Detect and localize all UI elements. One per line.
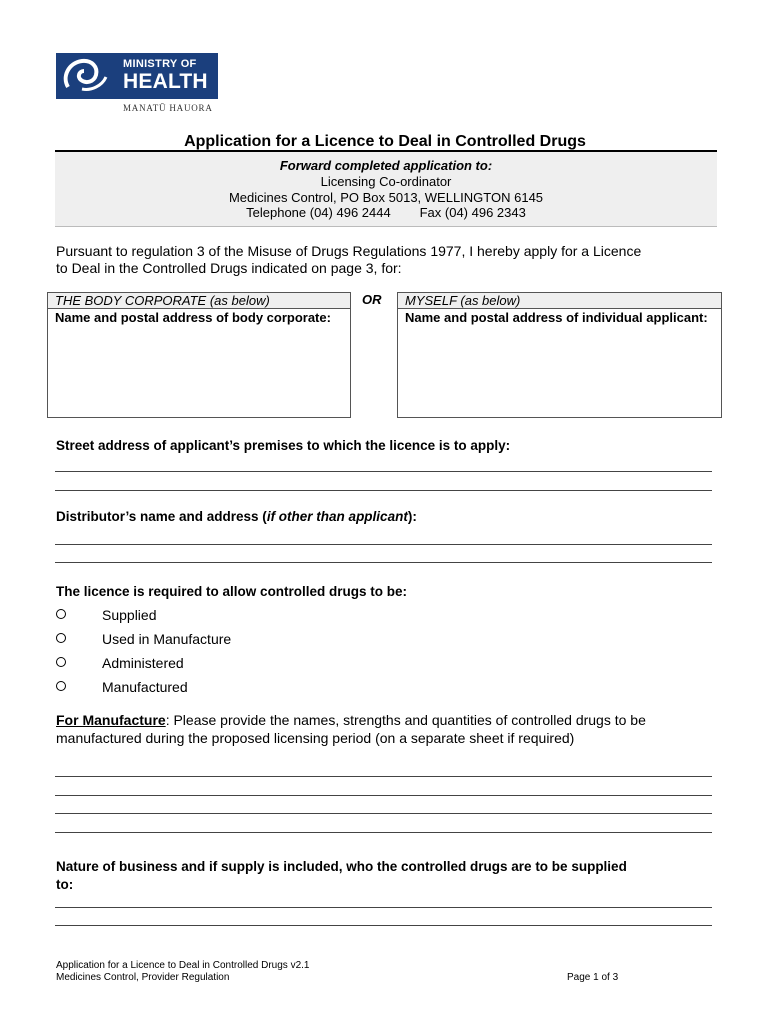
logo-text-health: HEALTH <box>123 70 208 93</box>
for-manufacture-label: For Manufacture <box>56 712 166 728</box>
forward-contact: Telephone (04) 496 2444 Fax (04) 496 2343 <box>246 205 526 220</box>
street-address-line-1[interactable] <box>55 471 712 472</box>
licence-required-label: The licence is required to allow controlled drugs to be: <box>56 584 408 599</box>
distributor-line-2[interactable] <box>55 562 712 563</box>
forward-address: Medicines Control, PO Box 5013, WELLINGTON 6145 <box>228 190 544 205</box>
nature-of-business-line-2[interactable] <box>55 925 712 926</box>
supplied-option-label: Supplied <box>102 607 157 623</box>
distributor-label <box>56 509 417 524</box>
distributor-label-start: Distributor’s name and address ( <box>56 509 267 524</box>
forward-heading: Forward completed application to: <box>279 158 493 173</box>
administered-radio[interactable] <box>56 657 66 667</box>
street-address-line-2[interactable] <box>55 490 712 491</box>
manufactured-radio[interactable] <box>56 681 66 691</box>
logo-text-ministry: MINISTRY OF <box>123 58 197 70</box>
myself-label: Name and postal address of individual applicant: <box>405 310 708 325</box>
logo-subtitle: MANATŪ HAUORA <box>123 103 213 113</box>
nature-of-business-line-1[interactable] <box>55 907 712 908</box>
body-corporate-label: Name and postal address of body corporate: <box>55 310 331 325</box>
distributor-label-end: ): <box>407 509 417 524</box>
manufacture-line-3[interactable] <box>55 813 712 814</box>
supplied-radio[interactable] <box>56 609 66 619</box>
body-corporate-box[interactable] <box>47 292 351 418</box>
koru-logo-icon <box>58 55 116 97</box>
intro-line-1: Pursuant to regulation 3 of the Misuse of Drugs Regulations 1977, I hereby apply for a Licence <box>56 243 642 259</box>
manufacture-line-2[interactable] <box>55 795 712 796</box>
individual-applicant-box[interactable] <box>397 292 722 418</box>
street-address-label: Street address of applicant’s premises to which the licence is to apply: <box>56 438 511 453</box>
nature-of-business-label-line-2: to: <box>56 877 74 892</box>
distributor-line-1[interactable] <box>55 544 712 545</box>
footer-document-name: Application for a Licence to Deal in Controlled Drugs v2.1 <box>56 960 310 971</box>
manufactured-option-label: Manufactured <box>102 679 188 695</box>
footer-organisation: Medicines Control, Provider Regulation <box>56 972 230 983</box>
used-in-manufacture-radio[interactable] <box>56 633 66 643</box>
manufacture-text-line-1: : Please provide the names, strengths and quantities of controlled drugs to be <box>165 712 646 728</box>
nature-of-business-label-line-1: Nature of business and if supply is included, who the controlled drugs are to be supplied <box>56 859 627 874</box>
administered-option-label: Administered <box>102 655 184 671</box>
manufacture-instruction <box>56 712 718 729</box>
manufacture-text-line-2: manufactured during the proposed licensing period (on a separate sheet if required) <box>56 730 575 746</box>
used-in-manufacture-option-label: Used in Manufacture <box>102 631 232 647</box>
or-label: OR <box>362 292 382 307</box>
manufacture-line-1[interactable] <box>55 776 712 777</box>
intro-line-2: to Deal in the Controlled Drugs indicated on page 3, for: <box>56 260 402 276</box>
forward-recipient: Licensing Co-ordinator <box>320 174 452 189</box>
distributor-label-italic: if other than applicant <box>266 509 408 524</box>
body-corporate-heading: THE BODY CORPORATE (as below) <box>48 293 350 309</box>
myself-heading: MYSELF (as below) <box>398 293 721 309</box>
footer-page-number: Page 1 of 3 <box>567 972 619 983</box>
document-title: Application for a Licence to Deal in Controlled Drugs <box>184 133 586 150</box>
manufacture-line-4[interactable] <box>55 832 712 833</box>
